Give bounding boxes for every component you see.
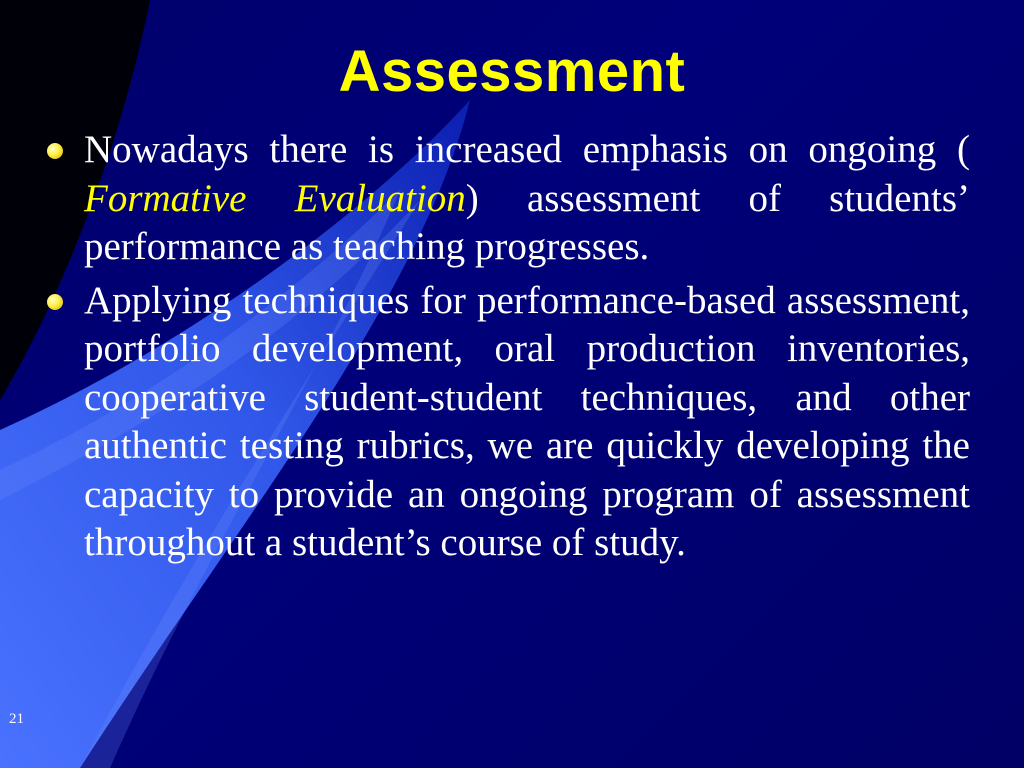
bullet-dot-icon: [47, 294, 63, 310]
slide-title: Assessment: [338, 39, 686, 104]
bullet-text: Applying techniques for performance-based assessment, portfolio development, oral production inventories, cooperative student-student techniques, and other authentic testing rubrics, we are quickly developing the capacity to provide an ongoing program of assessment throughout a student’s course of study.: [84, 278, 970, 564]
page-number: 21: [9, 711, 24, 727]
bullet-dot-icon: [47, 143, 63, 159]
slide-body: [40, 126, 970, 573]
emphasis-text: Formative Evaluation: [84, 176, 466, 220]
bullet-text: ) assessment of students’ performance as teaching progresses.: [84, 176, 970, 268]
bullet-text: Nowadays there is increased emphasis on ongoing (: [84, 128, 970, 171]
bullet-item: [40, 277, 970, 568]
bullet-item: [40, 126, 970, 272]
